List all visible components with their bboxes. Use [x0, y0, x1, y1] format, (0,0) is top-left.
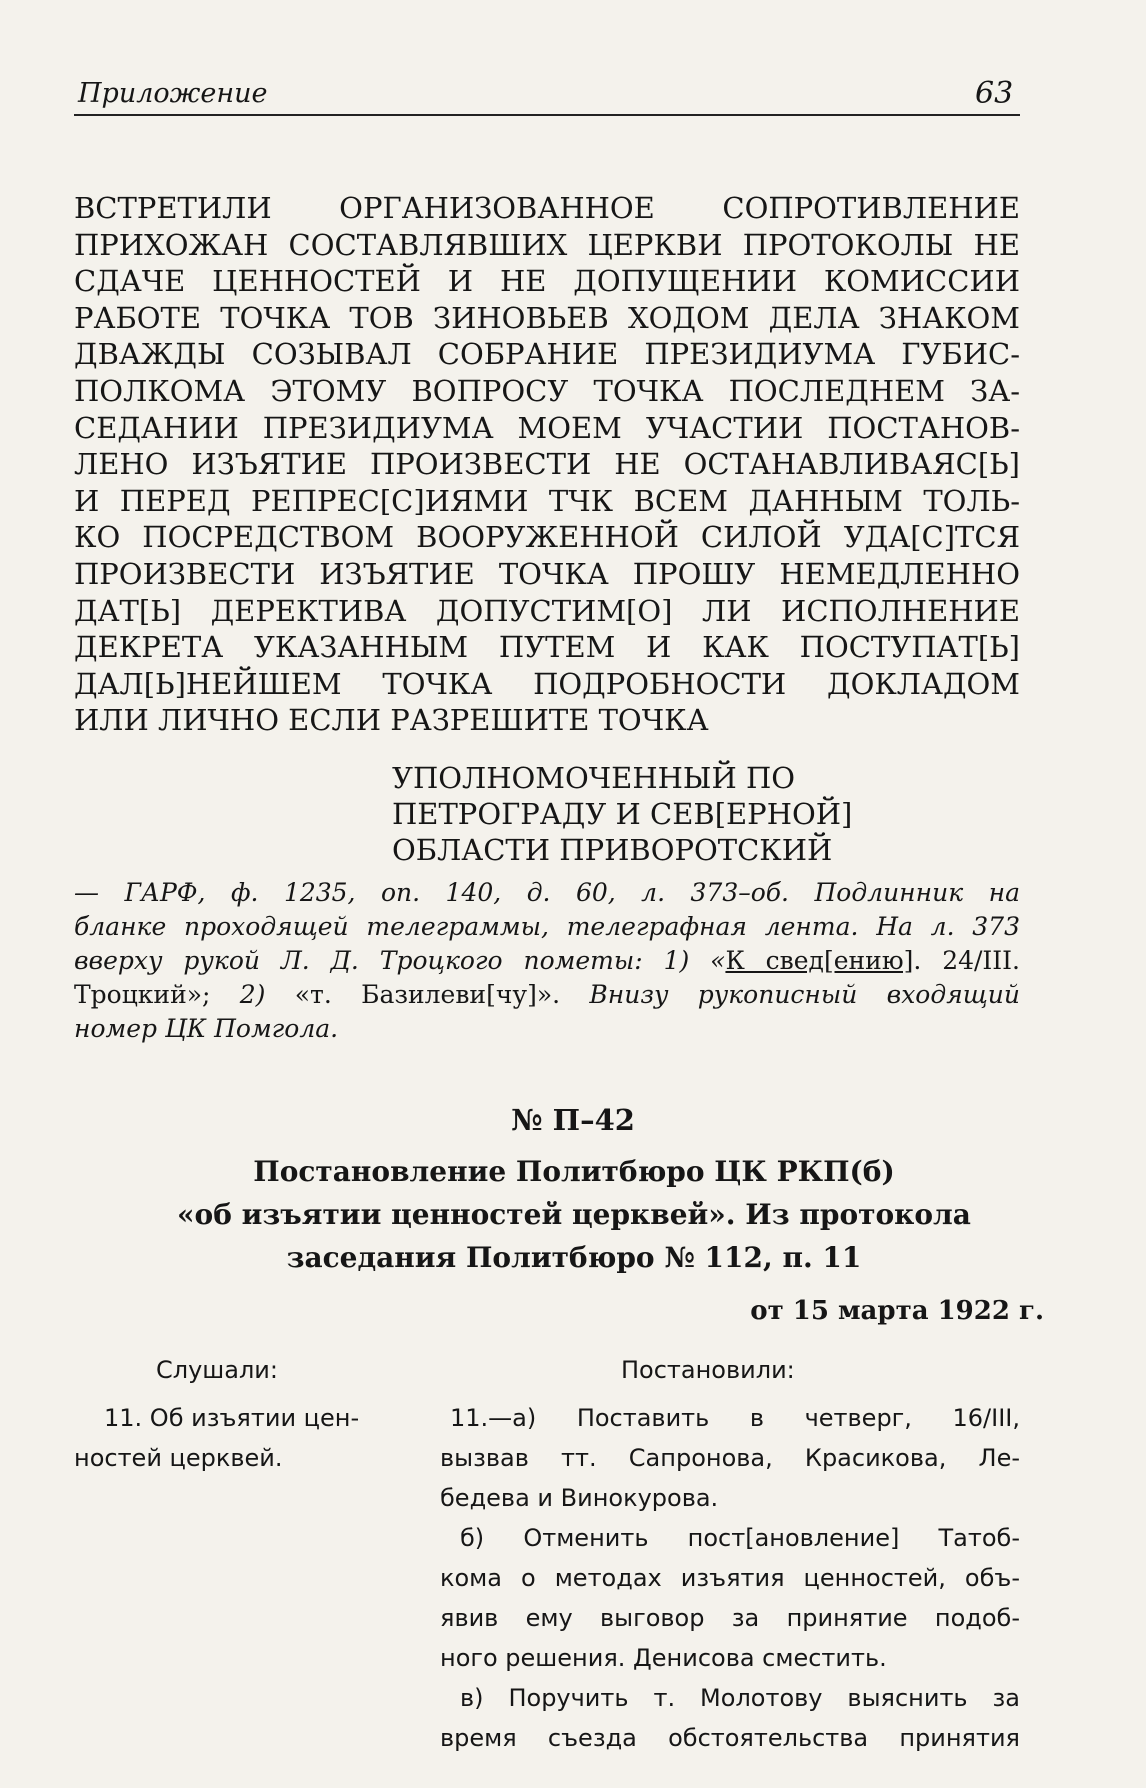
document-number: № П–42	[511, 1103, 635, 1137]
telegram-line: ВСТРЕТИЛИ ОРГАНИЗОВАННОЕ СОПРОТИВЛЕНИЕ	[74, 191, 1020, 225]
resolved-line: кома о методах изъятия ценностей, объ-	[440, 1564, 1020, 1592]
resolved-line: в) Поручить т. Молотову выяснить за	[460, 1684, 1020, 1712]
telegram-line: ПРОИЗВЕСТИ ИЗЪЯТИЕ ТОЧКА ПРОШУ НЕМЕДЛЕННО	[74, 556, 1020, 591]
telegram-line: РАБОТЕ ТОЧКА ТОВ ЗИНОВЬЕВ ХОДОМ ДЕЛА ЗНАКОМ	[74, 300, 1020, 335]
telegram-line: ДВАЖДЫ СОЗЫВАЛ СОБРАНИЕ ПРЕЗИДИУМА ГУБИС-	[74, 337, 1020, 372]
resolved-line: вызвав тт. Сапронова, Красикова, Ле-	[440, 1444, 1020, 1472]
heard-line: ностей церквей.	[74, 1444, 283, 1472]
heard-column	[74, 1398, 404, 1478]
source-fragment: «т. Базилеви[чу]».	[294, 980, 561, 1009]
heard-column-header: Слушали:	[156, 1356, 278, 1384]
resolved-column	[440, 1398, 1020, 1758]
resolved-line: бедева и Винокурова.	[440, 1484, 719, 1512]
telegram-line: ДЕКРЕТА УКАЗАННЫМ ПУТЕМ И КАК ПОСТУПАТ[Ь]	[74, 630, 1020, 665]
resolved-column-header: Постановили:	[621, 1356, 795, 1384]
telegram-line: СДАЧЕ ЦЕННОСТЕЙ И НЕ ДОПУЩЕНИИ КОМИССИИ	[74, 264, 1020, 299]
document-title	[74, 1150, 1074, 1279]
source-fragment: Троцкий»;	[74, 980, 211, 1009]
telegram-line: ПРИХОЖАН СОСТАВЛЯВШИХ ЦЕРКВИ ПРОТОКОЛЫ НЕ	[74, 227, 1020, 262]
signature-line: ОБЛАСТИ ПРИВОРОТСКИЙ	[392, 833, 833, 867]
telegram-line: ИЛИ ЛИЧНО ЕСЛИ РАЗРЕШИТЕ ТОЧКА	[74, 703, 709, 738]
resolved-line: б) Отменить пост[ановление] Татоб-	[460, 1524, 1020, 1552]
telegram-line: ДАТ[Ь] ДЕРЕКТИВА ДОПУСТИМ[О] ЛИ ИСПОЛНЕНИЕ	[74, 593, 1020, 628]
telegram-text	[74, 190, 1020, 739]
telegram-signature	[392, 760, 852, 868]
source-fragment: . 24/III.	[913, 946, 1020, 975]
quoted-annotation: К свед[ению]	[725, 946, 914, 975]
source-line: номер ЦК Помгола.	[74, 1014, 339, 1043]
document-date: от 15 марта 1922 г.	[750, 1296, 1044, 1326]
title-line: Постановление Политбюро ЦК РКП(б)	[253, 1155, 895, 1188]
source-fragment: Внизу рукописный входящий	[589, 980, 1020, 1009]
source-fragment: 2)	[239, 980, 295, 1009]
telegram-line: СЕДАНИИ ПРЕЗИДИУМА МОЕМ УЧАСТИИ ПОСТАНОВ-	[74, 410, 1020, 445]
source-line: бланке проходящей телеграммы, телеграфная лента. На л. 373	[74, 912, 1020, 941]
archival-source-note	[74, 876, 1020, 1046]
title-line: «об изъятии ценностей церквей». Из протокола	[177, 1198, 971, 1231]
telegram-line: И ПЕРЕД РЕПРЕС[С]ИЯМИ ТЧК ВСЕМ ДАННЫМ ТОЛЬ-	[74, 483, 1020, 518]
source-line: — ГАРФ, ф. 1235, оп. 140, д. 60, л. 373–об. Подлинник на	[74, 878, 1020, 907]
telegram-line: КО ПОСРЕДСТВОМ ВООРУЖЕННОЙ СИЛОЙ УДА[С]ТСЯ	[74, 520, 1020, 555]
source-line	[74, 978, 1020, 1012]
telegram-line: ЛЕНО ИЗЪЯТИЕ ПРОИЗВЕСТИ НЕ ОСТАНАВЛИВАЯС[Ь]	[74, 447, 1020, 482]
running-header-section: Приложение	[78, 78, 268, 109]
title-line: заседания Политбюро № 112, п. 11	[286, 1241, 862, 1274]
resolved-line: 11.—а) Поставить в четверг, 16/III,	[450, 1404, 1020, 1432]
signature-line: УПОЛНОМОЧЕННЫЙ ПО	[392, 761, 796, 795]
telegram-line: ПОЛКОМА ЭТОМУ ВОПРОСУ ТОЧКА ПОСЛЕДНЕМ ЗА-	[74, 373, 1020, 408]
page-number: 63	[975, 76, 1014, 111]
resolved-line: ного решения. Денисова сместить.	[440, 1644, 887, 1672]
telegram-line: ДАЛ[Ь]НЕЙШЕМ ТОЧКА ПОДРОБНОСТИ ДОКЛАДОМ	[74, 666, 1020, 701]
heard-line: 11. Об изъятии цен-	[104, 1404, 360, 1432]
signature-line: ПЕТРОГРАДУ И СЕВ[ЕРНОЙ]	[392, 797, 853, 831]
header-rule	[74, 114, 1020, 116]
source-fragment: вверху рукой Л. Д. Троцкого пометы: 1) «	[74, 946, 726, 975]
resolved-line: явив ему выговор за принятие подоб-	[440, 1604, 1020, 1632]
source-line	[74, 944, 1020, 978]
resolved-line: время съезда обстоятельства принятия	[440, 1724, 1020, 1752]
